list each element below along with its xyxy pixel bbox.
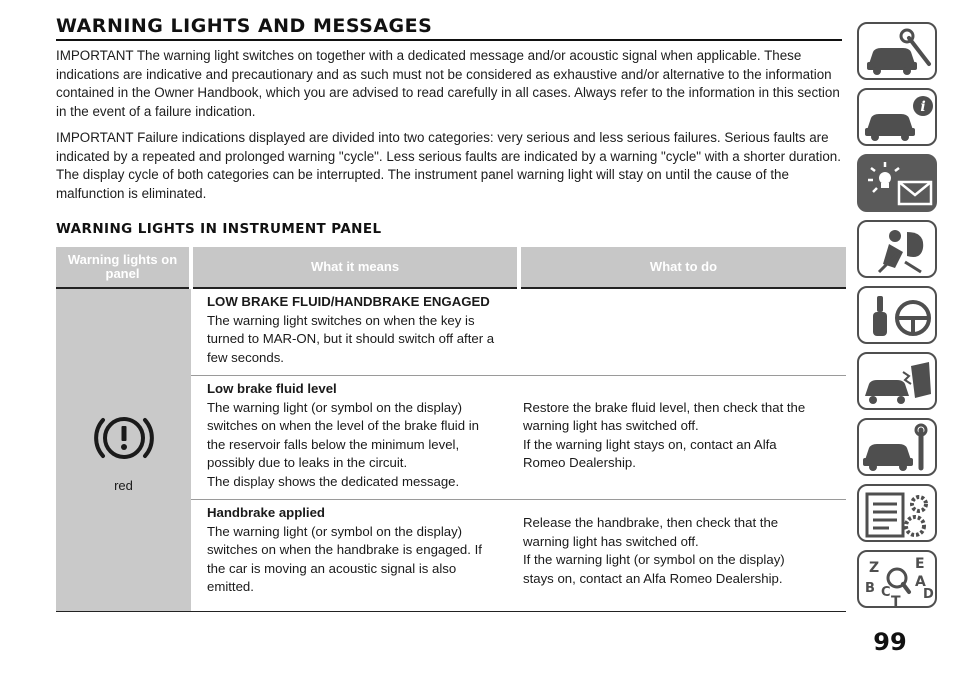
table-header-row bbox=[56, 247, 846, 288]
row-title: Low brake fluid level bbox=[207, 381, 337, 396]
tab-starting-driving[interactable] bbox=[857, 286, 937, 344]
text-line: The display shows the dedicated message. bbox=[207, 473, 460, 489]
list-gears-icon bbox=[859, 486, 939, 544]
section-title: WARNING LIGHTS AND MESSAGES bbox=[56, 14, 842, 41]
header-what-it-means: What it means bbox=[191, 247, 519, 288]
text-line: emitted. bbox=[207, 579, 254, 594]
row-title: Handbrake applied bbox=[207, 505, 325, 520]
text-line: few seconds. bbox=[207, 349, 284, 365]
text-line: the reservoir falls below the minimum level, bbox=[207, 436, 460, 452]
important-paragraph-1: IMPORTANT The warning light switches on together with a dedicated message and/or acoustic signal when applicable. These indications are indicative and precautionary and as such must not be considered as exhaustive and/or alternative to the information contained in the Owner Handbook, which you are advised to read carefully in all cases. Always refer to the information in this section in the event of a failure indication. bbox=[56, 48, 840, 119]
text-line: Release the handbrake, then check that the bbox=[523, 515, 779, 530]
tab-safety[interactable] bbox=[857, 220, 937, 278]
text-line: The warning light (or symbol on the display) bbox=[207, 523, 463, 539]
warning-lights-table bbox=[56, 247, 846, 612]
warning-light-color-caption: red bbox=[114, 477, 133, 493]
row-todo-cell bbox=[519, 376, 846, 500]
brake-warning-icon bbox=[93, 407, 155, 469]
page-number: 99 bbox=[873, 628, 907, 656]
text-line: If the warning light stays on, contact an Alfa bbox=[523, 436, 777, 452]
svg-text:i: i bbox=[920, 99, 926, 115]
index-letter: C bbox=[881, 585, 891, 600]
text-line: The warning light (or symbol on the display) bbox=[207, 399, 463, 415]
row-todo-cell bbox=[519, 288, 846, 376]
chapter-tabs bbox=[857, 22, 941, 616]
tab-getting-to-know[interactable] bbox=[857, 88, 937, 146]
index-letter: E bbox=[915, 556, 925, 572]
header-what-to-do: What to do bbox=[519, 247, 846, 288]
index-letter: B bbox=[865, 581, 875, 596]
text-line: turned to MAR-ON, but it should switch off after a bbox=[207, 331, 495, 346]
key-steering-wheel-icon bbox=[859, 288, 939, 346]
text-line: The warning light switches on when the key is bbox=[207, 312, 475, 328]
index-letter: Z bbox=[869, 560, 880, 576]
airbag-seat-icon bbox=[859, 222, 939, 280]
tab-servicing[interactable] bbox=[857, 418, 937, 476]
header-warning-lights: Warning lights on panel bbox=[56, 247, 191, 288]
text-line: If the warning light (or symbol on the display) bbox=[523, 552, 785, 567]
row-means-cell bbox=[191, 376, 519, 500]
text-line: Restore the brake fluid level, then check that the bbox=[523, 399, 806, 415]
table-row bbox=[56, 288, 846, 376]
tab-technical-data[interactable] bbox=[857, 484, 937, 542]
alphabet-index-icon bbox=[859, 552, 939, 610]
row-means-cell bbox=[191, 500, 519, 612]
row-means-cell bbox=[191, 288, 519, 376]
page-content bbox=[56, 14, 848, 237]
text-line: the car is moving an acoustic signal is also bbox=[207, 560, 457, 576]
warning-light-cell bbox=[56, 288, 191, 611]
text-line: possibly due to leaks in the circuit. bbox=[207, 455, 408, 470]
subsection-title: WARNING LIGHTS IN INSTRUMENT PANEL bbox=[56, 221, 382, 237]
text-line: stays on, contact an Alfa Romeo Dealership. bbox=[523, 570, 783, 586]
row-title: LOW BRAKE FLUID/HANDBRAKE ENGAGED bbox=[207, 294, 490, 309]
tab-in-an-emergency[interactable] bbox=[857, 352, 937, 410]
important-paragraph-2: IMPORTANT Failure indications displayed are divided into two categories: very serious and less serious failures. Serious faults are indicated by a repeated and prolonged warning "cycle". Less serious faults are indicated by a warning "cycle" with a shorter duration. The display cycle of both categories can be interrupted. The instrument panel warning light will stay on until the cause of the malfunction is eliminated. bbox=[56, 130, 841, 201]
index-letter: A bbox=[915, 574, 926, 590]
tab-warning-lights[interactable] bbox=[857, 154, 937, 212]
text-line: switches on when the level of the brake fluid in bbox=[207, 418, 479, 433]
tab-car-knowledge[interactable] bbox=[857, 22, 937, 80]
car-tools-icon bbox=[859, 420, 939, 478]
index-letter: T bbox=[891, 594, 901, 610]
car-crash-icon bbox=[859, 354, 939, 412]
text-line: switches on when the handbrake is engaged. If bbox=[207, 542, 482, 557]
text-line: warning light has switched off. bbox=[523, 418, 699, 433]
text-line: warning light has switched off. bbox=[523, 533, 699, 549]
tab-index[interactable] bbox=[857, 550, 937, 608]
text-line: Romeo Dealership. bbox=[523, 455, 636, 470]
index-letter: D bbox=[923, 587, 934, 602]
car-wrench-icon bbox=[859, 24, 939, 82]
row-todo-cell bbox=[519, 500, 846, 612]
car-info-icon bbox=[859, 90, 939, 148]
warning-light-message-icon bbox=[859, 156, 939, 214]
